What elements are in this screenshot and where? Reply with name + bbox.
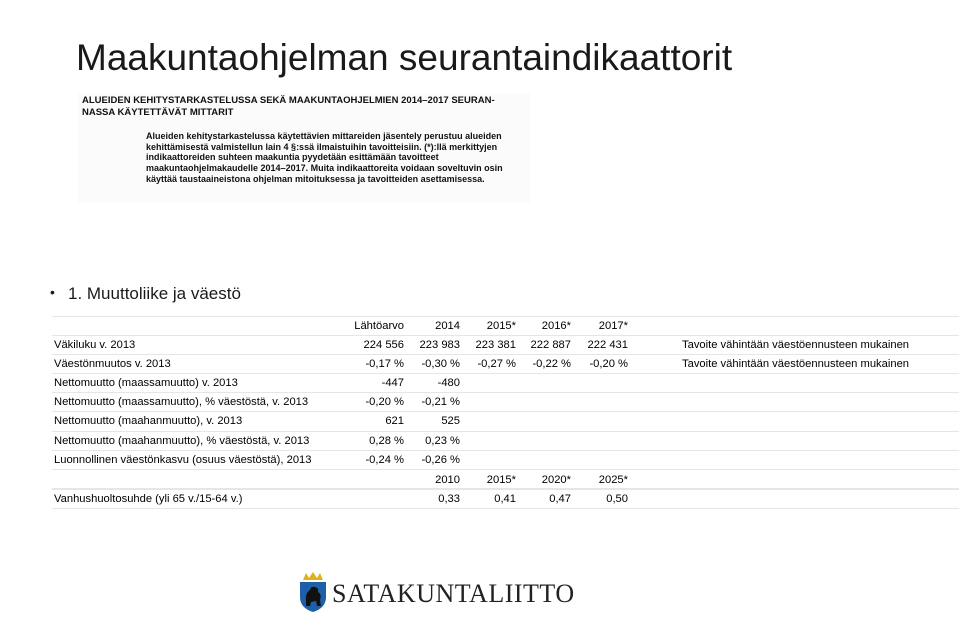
- table-cell: -0,30 %: [421, 358, 460, 371]
- satakunta-coat-of-arms-icon: [298, 571, 328, 613]
- table-cell: 223 983: [419, 339, 460, 352]
- scanned-excerpt: [78, 93, 530, 203]
- crown-shape: [303, 572, 323, 580]
- table-cell: -0,17 %: [365, 358, 404, 371]
- table-row: [52, 393, 959, 412]
- table-cell: -0,21 %: [421, 396, 460, 409]
- table-cell: 525: [441, 415, 460, 428]
- table-row: [52, 490, 959, 509]
- table-cell: 0,50: [606, 493, 628, 506]
- row-note: Tavoite vähintään väestöennusteen mukainen: [682, 358, 910, 371]
- scanned-heading: ALUEIDEN KEHITYSTARKASTELUSSA SEKÄ MAAKUNTAOHJELMIEN 2014–2017 SEURAN-NASSA KÄYTETTÄVÄT MITTARIT: [82, 95, 495, 118]
- table-cell: -480: [437, 377, 460, 390]
- table-cell: 222 887: [530, 339, 571, 352]
- row-label: Vanhushuoltosuhde (yli 65 v./15-64 v.): [54, 493, 243, 506]
- page-title: Maakuntaohjelman seurantaindikaattorit: [76, 36, 733, 78]
- table-header-row: [52, 471, 959, 490]
- table-row: [52, 432, 959, 451]
- header-cell: 2010: [435, 474, 460, 486]
- table-cell: 223 381: [475, 339, 516, 352]
- header-cell: 2015*: [486, 474, 516, 486]
- dependency-ratio-table: [52, 471, 959, 509]
- row-label: Nettomuutto (maahanmuutto), v. 2013: [54, 415, 243, 428]
- table-cell: 621: [385, 415, 404, 428]
- header-cell: 2014: [435, 320, 460, 332]
- row-label: Nettomuutto (maassamuutto), % väestöstä, v. 2013: [54, 396, 309, 409]
- row-label: Väkiluku v. 2013: [54, 339, 136, 352]
- table-cell: -447: [381, 377, 404, 390]
- row-label: Nettomuutto (maahanmuutto), % väestöstä, v. 2013: [54, 434, 310, 447]
- table-cell: 224 556: [363, 339, 404, 352]
- table-cell: 0,23 %: [425, 434, 460, 447]
- header-cell: 2016*: [541, 320, 571, 332]
- header-cell: 2017*: [598, 320, 628, 332]
- header-cell: 2025*: [598, 474, 628, 486]
- table-cell: -0,26 %: [421, 453, 460, 466]
- header-cell: 2015*: [486, 320, 516, 332]
- table-cell: 0,28 %: [369, 434, 404, 447]
- table-cell: -0,24 %: [365, 453, 404, 466]
- header-cell: Lähtöarvo: [354, 320, 404, 332]
- row-label: Nettomuutto (maassamuutto) v. 2013: [54, 377, 238, 390]
- table-cell: -0,20 %: [365, 396, 404, 409]
- table-cell: -0,22 %: [532, 358, 571, 371]
- row-label: Väestönmuutos v. 2013: [54, 358, 171, 371]
- table-cell: -0,27 %: [477, 358, 516, 371]
- table-row: [52, 374, 959, 393]
- table-cell: -0,20 %: [589, 358, 628, 371]
- bullet-icon: •: [50, 284, 55, 300]
- table-row: [52, 336, 959, 355]
- indicator-table: [52, 316, 959, 489]
- section-label: 1. Muuttoliike ja väestö: [68, 284, 241, 303]
- table-cell: 0,47: [549, 493, 571, 506]
- table-row: [52, 412, 959, 431]
- table-row: [52, 451, 959, 470]
- table-header-row: [52, 316, 959, 336]
- table-cell: 222 431: [587, 339, 628, 352]
- table-cell: 0,33: [438, 493, 460, 506]
- table-row: [52, 355, 959, 374]
- row-note: Tavoite vähintään väestöennusteen mukainen: [682, 339, 910, 352]
- logo-wordmark: SATAKUNTALIITTO: [332, 579, 575, 608]
- section-heading: [50, 284, 241, 304]
- scanned-body-text: Alueiden kehitystarkastelussa käytettävien mittareiden jäsentely perustuu alueiden kehittämisestä valmistellun lain 4 §:ssä ilmaistuihin tavoitteisiin. (*):llä merkittyjen indikaattoreiden suhteen maakuntia pyydetään esittämään tavoitteet maakuntaohjelmakaudelle 2014–2017. Muita indikaattoreita voidaan soveltuvin osin käyttää taustaaineistona ohjelman mitoituksessa ja tavoitteiden asettamisessa.: [146, 131, 503, 184]
- header-cell: 2020*: [541, 474, 571, 486]
- table-cell: 0,41: [494, 493, 516, 506]
- row-label: Luonnollinen väestönkasvu (osuus väestöstä), 2013: [54, 453, 312, 466]
